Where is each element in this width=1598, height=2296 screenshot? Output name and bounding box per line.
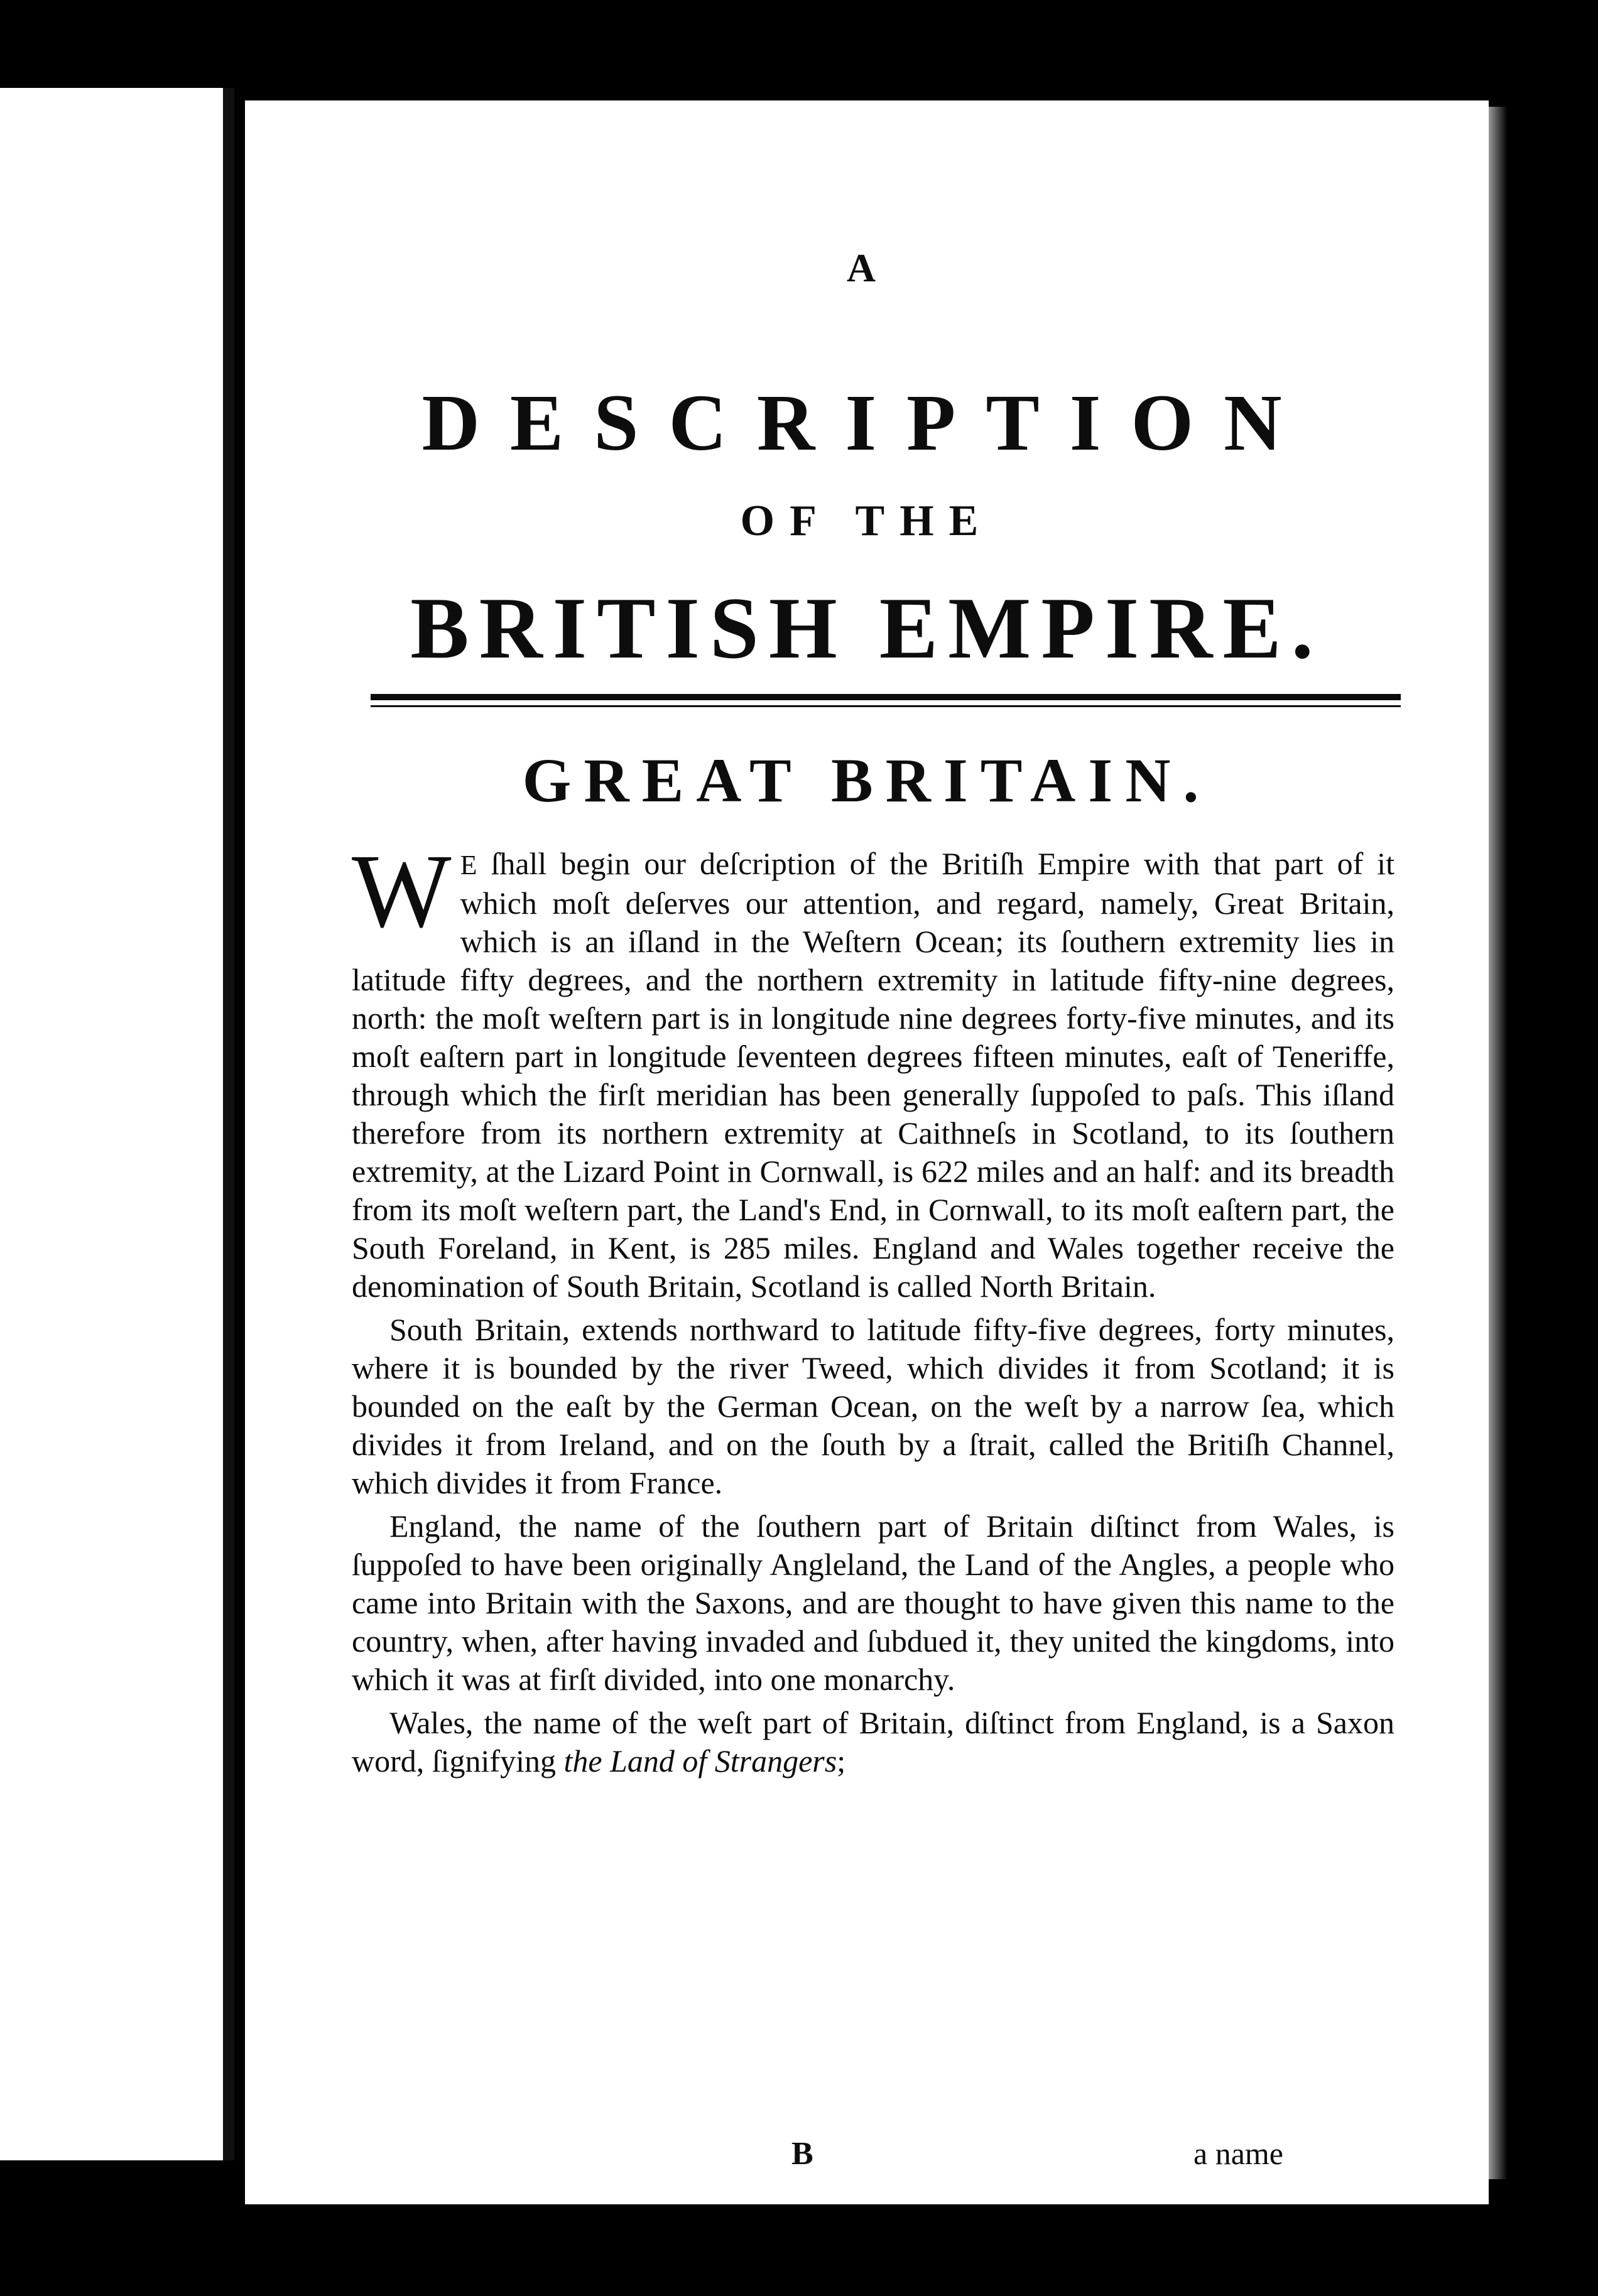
book-gutter <box>223 88 234 2160</box>
heading-a: A <box>846 246 888 290</box>
heading-of-the: OF THE <box>740 497 994 545</box>
heading-description: DESCRIPTION <box>421 378 1312 467</box>
body-text <box>352 833 1394 1780</box>
paragraph-4 <box>352 1704 1394 1780</box>
section-heading-great-britain: GREAT BRITAIN. <box>522 745 1212 815</box>
paragraph-1-text: ſhall begin our deſcription of the Britiſh Empire with that part of it which moſt deſerves our attention, and regard, namely, Great Britain, which is an iſland in the Weſtern Ocean; its ſouthern extremity lies in latitude fifty degrees, and the northern extremity in latitude fifty-nine degrees, north: the moſt weſtern part is in longitude nine degrees forty-five minutes, and its moſt eaſtern part in longitude ſeventeen degrees fifteen minutes, eaſt of Teneriffe, through which the firſt meridian has been generally ſuppoſed to paſs. This iſland therefore from its northern extremity at Caithneſs in Scotland, to its ſouthern extremity, at the Lizard Point in Cornwall, is 622 miles and an half: and its breadth from its moſt weſtern part, the Land's End, in Cornwall, to its moſt eaſtern part, the South Foreland, in Kent, is 285 miles. England and Wales together receive the denomination of South Britain, Scotland is called North Britain. <box>352 846 1394 1304</box>
facing-page <box>0 88 223 2160</box>
signature-mark: B <box>791 2136 813 2172</box>
book-page <box>245 100 1489 2204</box>
paragraph-2: South Britain, extends northward to latitude fifty-five degrees, forty minutes, where it is bounded by the river Tweed, which divides it from Scotland; it is bounded on the eaſt by the German Ocean, on the weſt by a narrow ſea, which divides it from Ireland, and on the ſouth by a ſtrait, called the Britiſh Channel, which divides it from France. <box>352 1312 1394 1500</box>
drop-cap: W <box>352 833 452 950</box>
paragraph-1 <box>352 833 1394 1306</box>
paragraph-3: England, the name of the ſouthern part of Britain diſtinct from Wales, is ſuppoſed to have been originally Angleland, the Land of the Angles, a people who came into Britain with the Saxons, and are thought to have given this name to the country, when, after having invaded and ſubdued it, they united the kingdoms, into which it was at firſt divided, into one monarchy. <box>352 1508 1394 1697</box>
catchword: a name <box>1193 2136 1283 2171</box>
double-rule-thick <box>371 694 1401 700</box>
heading-british-empire: BRITISH EMPIRE. <box>410 580 1324 677</box>
paragraph-4-italic: the Land of Strangers <box>563 1743 837 1779</box>
paragraph-1-lead: E <box>460 850 477 880</box>
page-edge-shadow <box>1489 107 1508 2179</box>
paragraph-4-tail: ; <box>837 1743 846 1779</box>
paragraph-4-text: Wales, the name of the weſt part of Britain, diſtinct from England, is a Saxon word, ſignifying <box>352 1705 1394 1779</box>
double-rule-thin <box>371 705 1401 707</box>
